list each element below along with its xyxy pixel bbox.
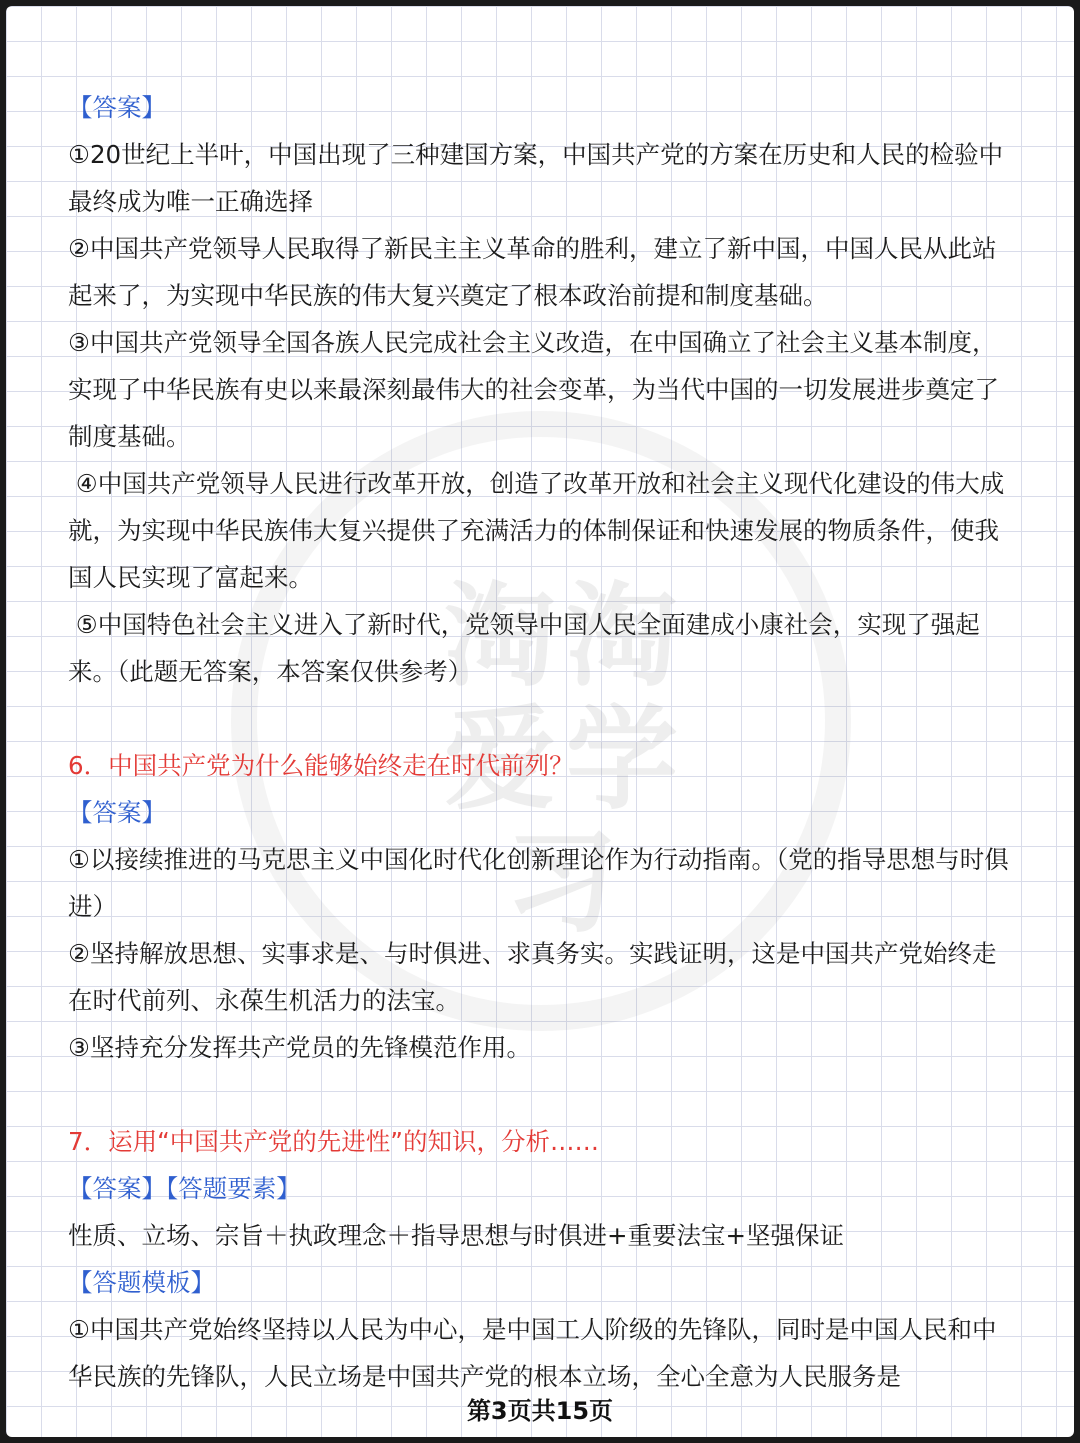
question-7-item-1: ①中国共产党始终坚持以人民为中心，是中国工人阶级的先锋队，同时是中国人民和中华民族的先锋队，人民立场是中国共产党的根本立场，全心全意为人民服务是 xyxy=(68,1315,997,1391)
question-7-title: 7．运用“中国共产党的先进性”的知识，分析…… xyxy=(68,1127,599,1156)
answer-item-3: ③中国共产党领导全国各族人民完成社会主义改造，在中国确立了社会主义基本制度，实现了中华民族有史以来最深刻最伟大的社会变革，为当代中国的一切发展进步奠定了制度基础。 xyxy=(68,328,999,451)
question-6-answer-tag: 【答案】 xyxy=(68,798,166,827)
question-6-item-1: ①以接续推进的马克思主义中国化时代化创新理论作为行动指南。（党的指导思想与时俱进） xyxy=(68,845,1009,921)
answer-item-5: ⑤中国特色社会主义进入了新时代，党领导中国人民全面建成小康社会，实现了强起来。（此题无答案，本答案仅供参考） xyxy=(68,610,980,686)
answer-tag: 【答案】 xyxy=(68,93,166,122)
document-page xyxy=(6,6,1074,1437)
question-7-answer-tags: 【答案】【答题要素】 xyxy=(68,1174,301,1203)
document-content xyxy=(68,84,1018,1400)
answer-item-2: ②中国共产党领导人民取得了新民主主义革命的胜利，建立了新中国，中国人民从此站起来了，为实现中华民族的伟大复兴奠定了根本政治前提和制度基础。 xyxy=(68,234,997,310)
question-6-title: 6．中国共产党为什么能够始终走在时代前列？ xyxy=(68,751,574,780)
page-number: 第3页共15页 xyxy=(466,1397,614,1425)
spacer xyxy=(68,1071,1018,1118)
watermark-text: 淘淘爱学习 xyxy=(444,572,688,949)
question-6-item-2: ②坚持解放思想、实事求是、与时俱进、求真务实。实践证明，这是中国共产党始终走在时代前列、永葆生机活力的法宝。 xyxy=(68,939,997,1015)
answer-item-4: ④中国共产党领导人民进行改革开放，创造了改革开放和社会主义现代化建设的伟大成就，为实现中华民族伟大复兴提供了充满活力的体制保证和快速发展的物质条件，使我国人民实现了富起来。 xyxy=(68,469,1005,592)
question-7-elements: 性质、立场、宗旨＋执政理念＋指导思想与时俱进+重要法宝+坚强保证 xyxy=(68,1221,845,1250)
question-6-item-3: ③坚持充分发挥共产党员的先锋模范作用。 xyxy=(68,1033,531,1062)
question-7-template-tag: 【答题模板】 xyxy=(68,1268,215,1297)
spacer xyxy=(68,695,1018,742)
answer-item-1: ①20世纪上半叶，中国出现了三种建国方案，中国共产党的方案在历史和人民的检验中最终成为唯一正确选择 xyxy=(68,140,1004,216)
